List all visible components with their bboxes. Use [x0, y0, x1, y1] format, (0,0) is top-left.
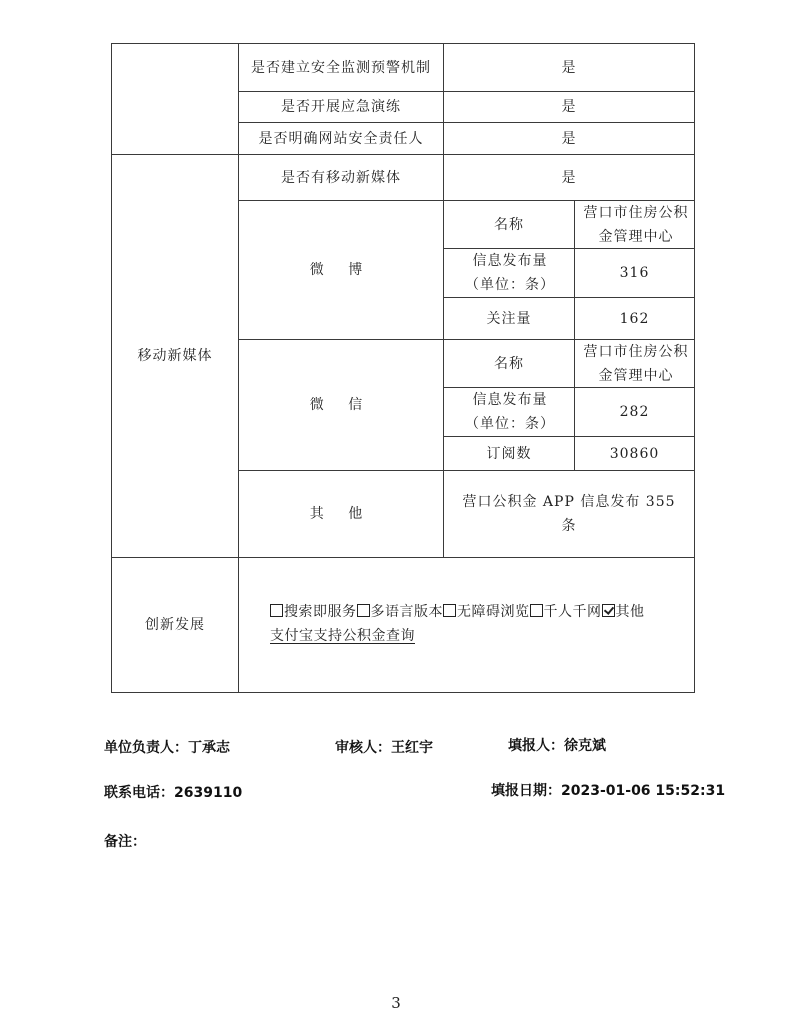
checkbox-accessibility[interactable]	[443, 604, 456, 617]
phone: 联系电话：2639110	[104, 785, 243, 801]
wechat-subscribers-label: 订阅数	[486, 445, 532, 462]
weibo-posts-value: 316	[619, 265, 650, 281]
reviewer: 审核人：王红宇	[335, 740, 433, 756]
fill-date: 填报日期：2023-01-06 15:52:31	[491, 783, 726, 799]
wechat-subscribers-value: 30860	[609, 445, 660, 462]
wechat-name-value	[583, 340, 689, 387]
innovation-content	[270, 600, 690, 648]
page-number: 3	[391, 994, 401, 1012]
drill-value: 是	[561, 99, 577, 115]
monitoring-value: 是	[561, 59, 577, 76]
weibo-label: 微 博	[309, 262, 373, 278]
checkbox-multilanguage[interactable]	[357, 604, 370, 617]
weibo-name-label: 名称	[494, 216, 524, 233]
option-label: 多语言版本	[370, 604, 443, 620]
wechat-name-label: 名称	[494, 355, 524, 372]
innovation-label: 创新发展	[145, 617, 205, 633]
option-label: 千人千网	[543, 604, 602, 620]
checkbox-personalized[interactable]	[530, 604, 543, 617]
has-media-value: 是	[561, 169, 577, 186]
monitoring-label-text: 是否建立安全监测预警机制	[251, 59, 431, 76]
mobile-media-label: 移动新媒体	[137, 348, 213, 364]
other-value-text: 营口公积金 APP 信息发布 355 条	[462, 494, 676, 534]
unit-head: 单位负责人：丁承志	[104, 740, 230, 756]
has-media-label: 是否有移动新媒体	[281, 169, 401, 186]
checkbox-other-checked[interactable]	[602, 604, 615, 617]
option-label: 其他	[615, 604, 645, 620]
option-label: 无障碍浏览	[457, 604, 530, 620]
wechat-posts-label-text: 信息发布量（单位：条）	[465, 392, 555, 432]
other-value	[456, 471, 682, 557]
wechat-label: 微 信	[309, 397, 373, 413]
remark: 备注：	[104, 834, 146, 850]
weibo-followers-label: 关注量	[486, 310, 532, 327]
grid-line	[111, 692, 695, 693]
responsible-value: 是	[561, 130, 577, 147]
wechat-posts-value: 282	[619, 404, 650, 420]
option-label: 搜索即服务	[284, 604, 357, 620]
checkbox-search-service[interactable]	[270, 604, 283, 617]
innovation-options	[270, 600, 690, 624]
drill-label: 是否开展应急演练	[281, 99, 401, 115]
weibo-followers-value: 162	[619, 310, 650, 327]
weibo-posts-label-text: 信息发布量（单位：条）	[465, 253, 555, 293]
wechat-name-value-text: 营口市住房公积金管理中心	[583, 343, 689, 384]
responsible-label: 是否明确网站安全责任人	[258, 130, 424, 147]
weibo-posts-label	[462, 249, 558, 297]
monitoring-label	[248, 44, 434, 91]
weibo-name-value-text: 营口市住房公积金管理中心	[583, 204, 689, 245]
other-label: 其 他	[309, 506, 373, 522]
grid-line	[694, 43, 695, 693]
wechat-posts-label	[462, 388, 558, 436]
weibo-name-value	[583, 201, 689, 248]
filler: 填报人：徐克斌	[508, 738, 606, 754]
innovation-other-text: 支付宝支持公积金查询	[270, 628, 415, 644]
